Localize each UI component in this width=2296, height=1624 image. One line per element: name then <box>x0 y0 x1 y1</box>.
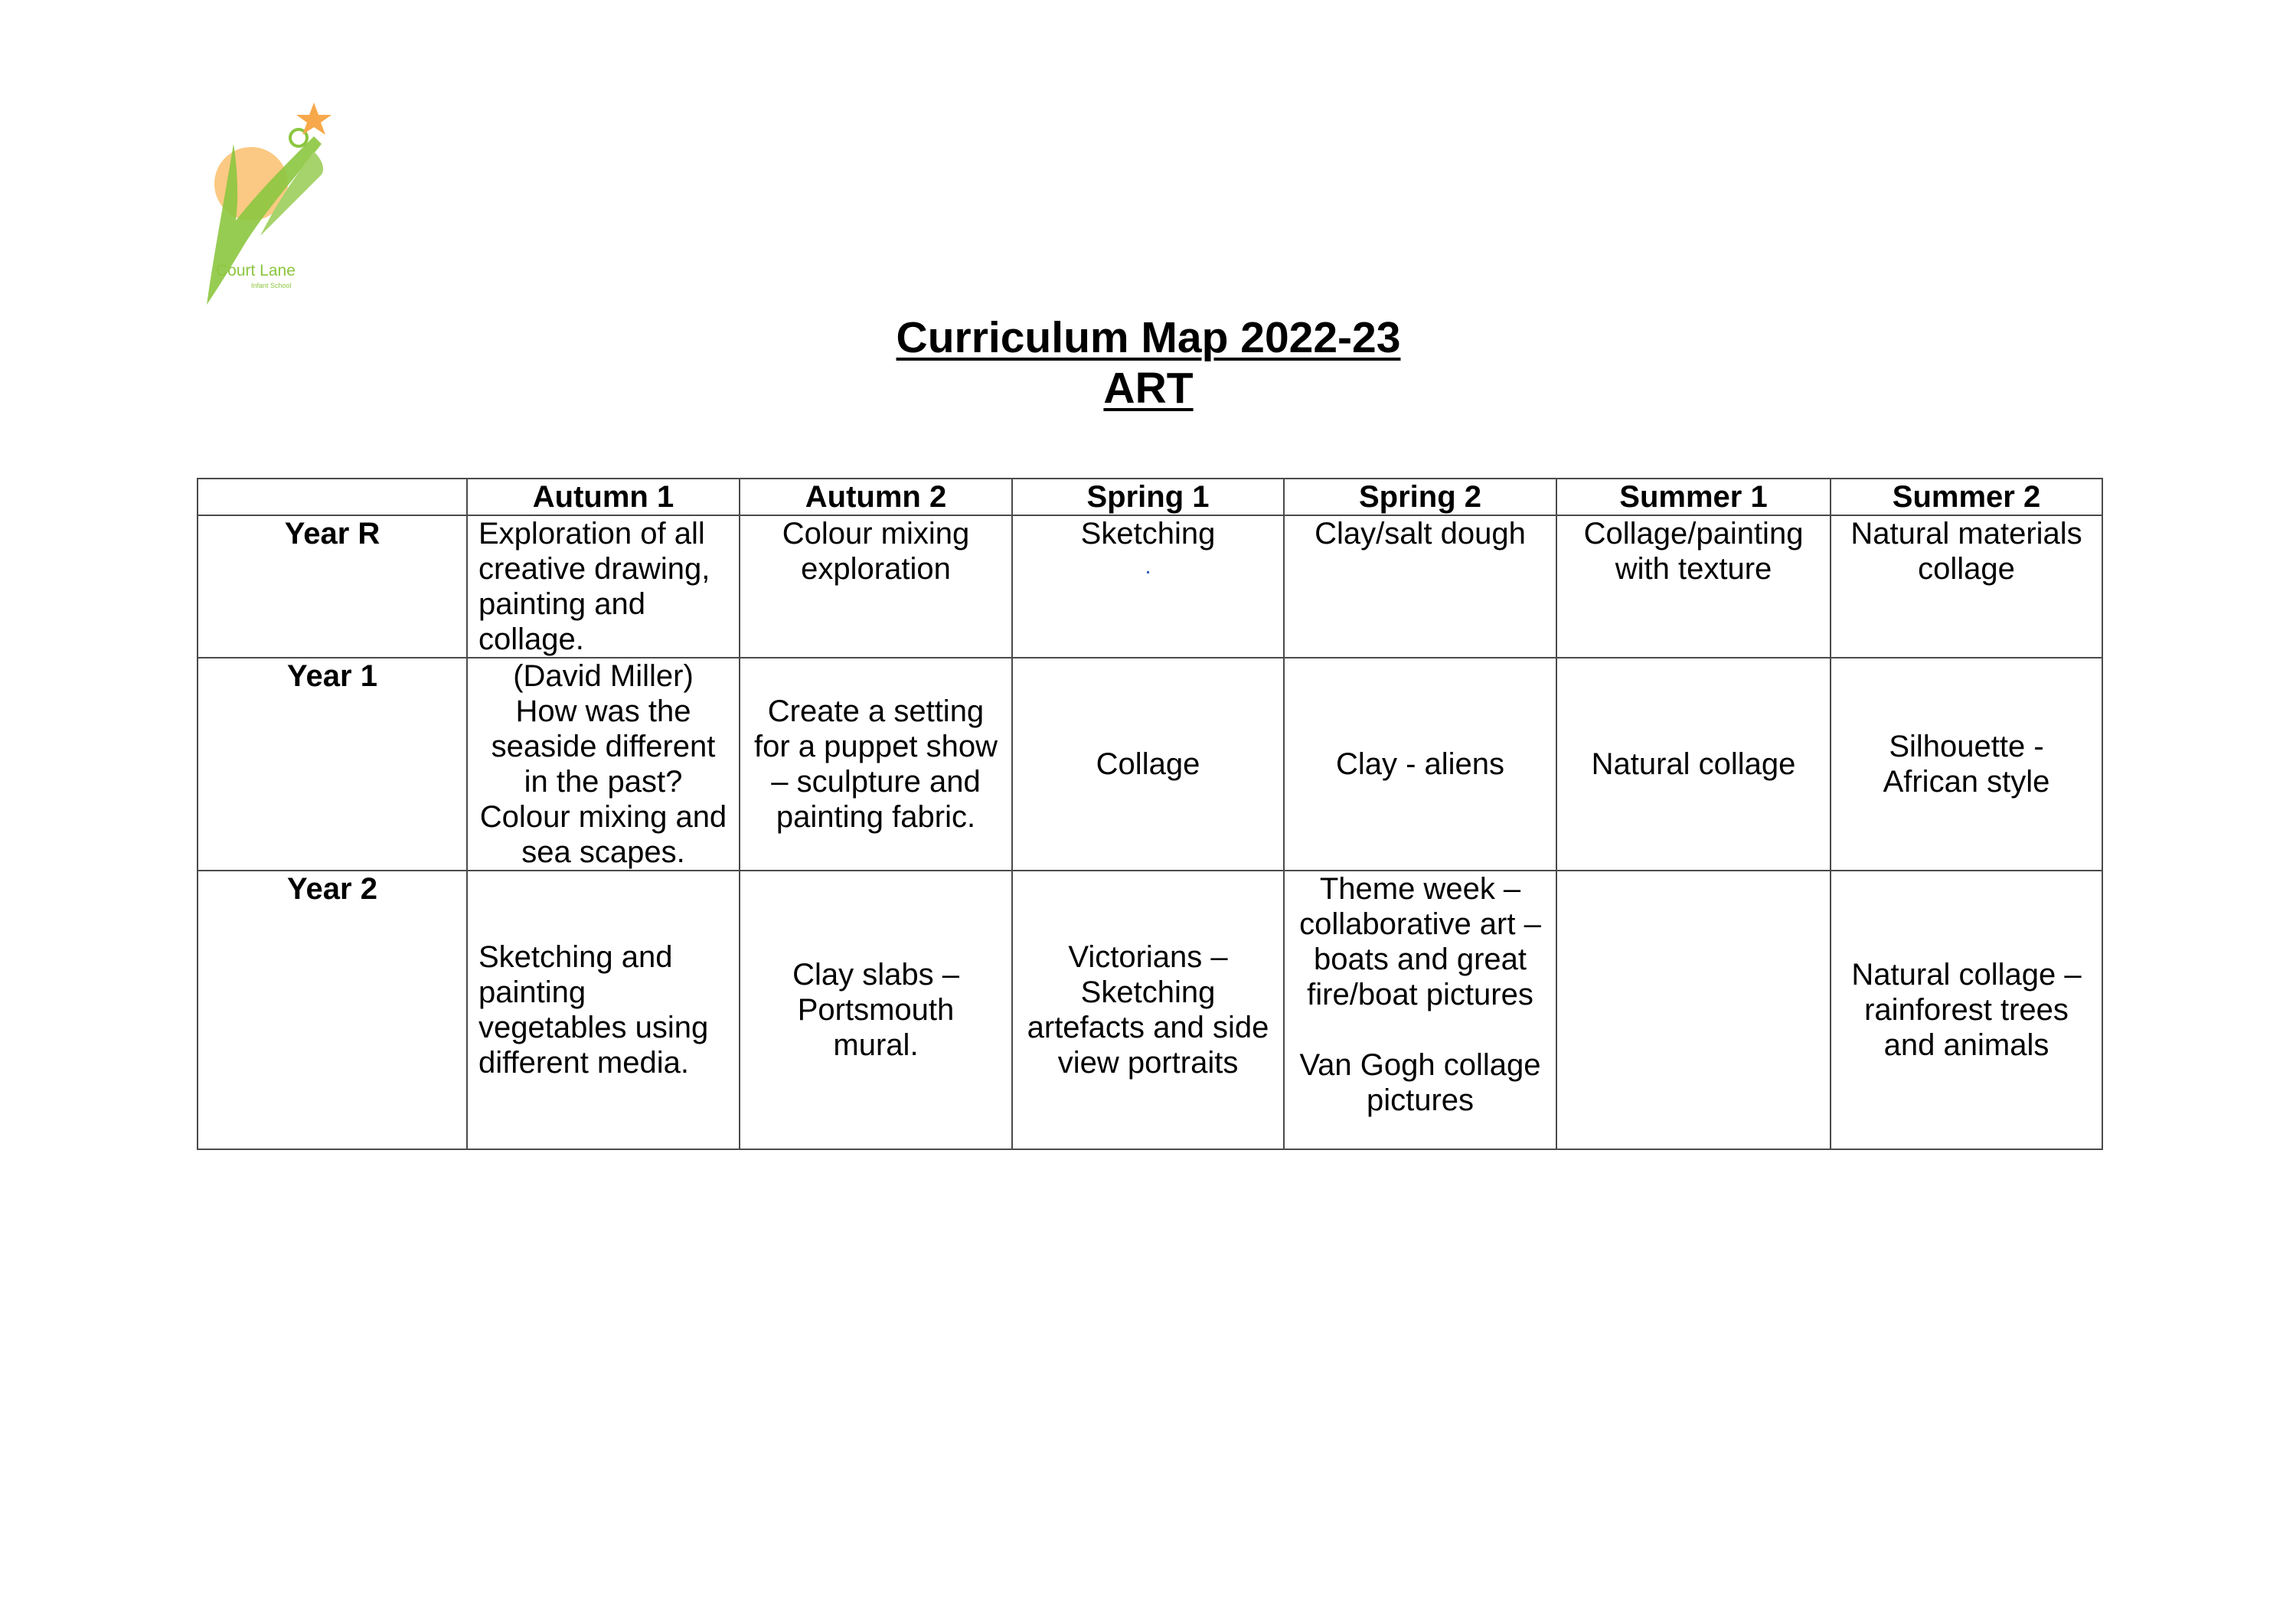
school-logo <box>191 98 337 312</box>
document-title <box>0 312 2296 413</box>
row-label-year-2: Year 2 <box>198 871 467 1149</box>
table-row-year-2 <box>198 871 2102 1149</box>
row-label-year-1: Year 1 <box>198 658 467 871</box>
cell-year-2-autumn-1: Sketching and painting vegetables using different media. <box>467 871 740 1149</box>
cell-year-1-spring-1: Collage <box>1012 658 1284 871</box>
cell-year-2-spring-1: Victorians – Sketching artefacts and side view portraits <box>1012 871 1284 1149</box>
header-row <box>198 479 2102 515</box>
row-label-year-r: Year R <box>198 515 467 658</box>
cell-year-r-autumn-1: Exploration of all creative drawing, painting and collage. <box>467 515 740 658</box>
cell-year-1-autumn-1: (David Miller) How was the seaside different in the past? Colour mixing and sea scapes. <box>467 658 740 871</box>
cell-year-2-autumn-2: Clay slabs – Portsmouth mural. <box>740 871 1012 1149</box>
cell-year-1-summer-2: Silhouette - African style <box>1831 658 2102 871</box>
cell-year-r-spring-1-text: Sketching <box>1080 517 1216 551</box>
cell-year-1-spring-2: Clay - aliens <box>1284 658 1556 871</box>
cell-year-1-summer-1: Natural collage <box>1556 658 1831 871</box>
cell-year-r-spring-1 <box>1012 515 1284 658</box>
header-cell-summer-2: Summer 2 <box>1831 479 2102 515</box>
court-lane-logo-graphic <box>191 98 337 312</box>
cell-year-r-spring-1-mark: . <box>1145 554 1151 579</box>
header-cell-empty <box>198 479 467 515</box>
cell-year-1-autumn-2: Create a setting for a puppet show – sculpture and painting fabric. <box>740 658 1012 871</box>
header-cell-spring-1: Spring 1 <box>1012 479 1284 515</box>
header-cell-autumn-2: Autumn 2 <box>740 479 1012 515</box>
header-cell-spring-2: Spring 2 <box>1284 479 1556 515</box>
table-row-year-1 <box>198 658 2102 871</box>
curriculum-table <box>197 478 2103 1150</box>
table-row-year-r <box>198 515 2102 658</box>
title-line-2: ART <box>1103 364 1194 413</box>
logo-subtext: Infant School <box>251 282 292 289</box>
cell-year-2-spring-2: Theme week – collaborative art – boats and great fire/boat pictures Van Gogh collage pictures <box>1284 871 1556 1149</box>
cell-year-2-summer-2: Natural collage – rainforest trees and animals <box>1831 871 2102 1149</box>
cell-year-2-summer-1 <box>1556 871 1831 1149</box>
cell-year-r-spring-2: Clay/salt dough <box>1284 515 1556 658</box>
header-cell-summer-1: Summer 1 <box>1556 479 1831 515</box>
cell-year-r-summer-1: Collage/painting with texture <box>1556 515 1831 658</box>
cell-year-r-autumn-2: Colour mixing exploration <box>740 515 1012 658</box>
cell-year-r-summer-2: Natural materials collage <box>1831 515 2102 658</box>
title-line-1: Curriculum Map 2022-23 <box>896 313 1401 362</box>
logo-text: Court Lane <box>216 262 296 279</box>
header-cell-autumn-1: Autumn 1 <box>467 479 740 515</box>
